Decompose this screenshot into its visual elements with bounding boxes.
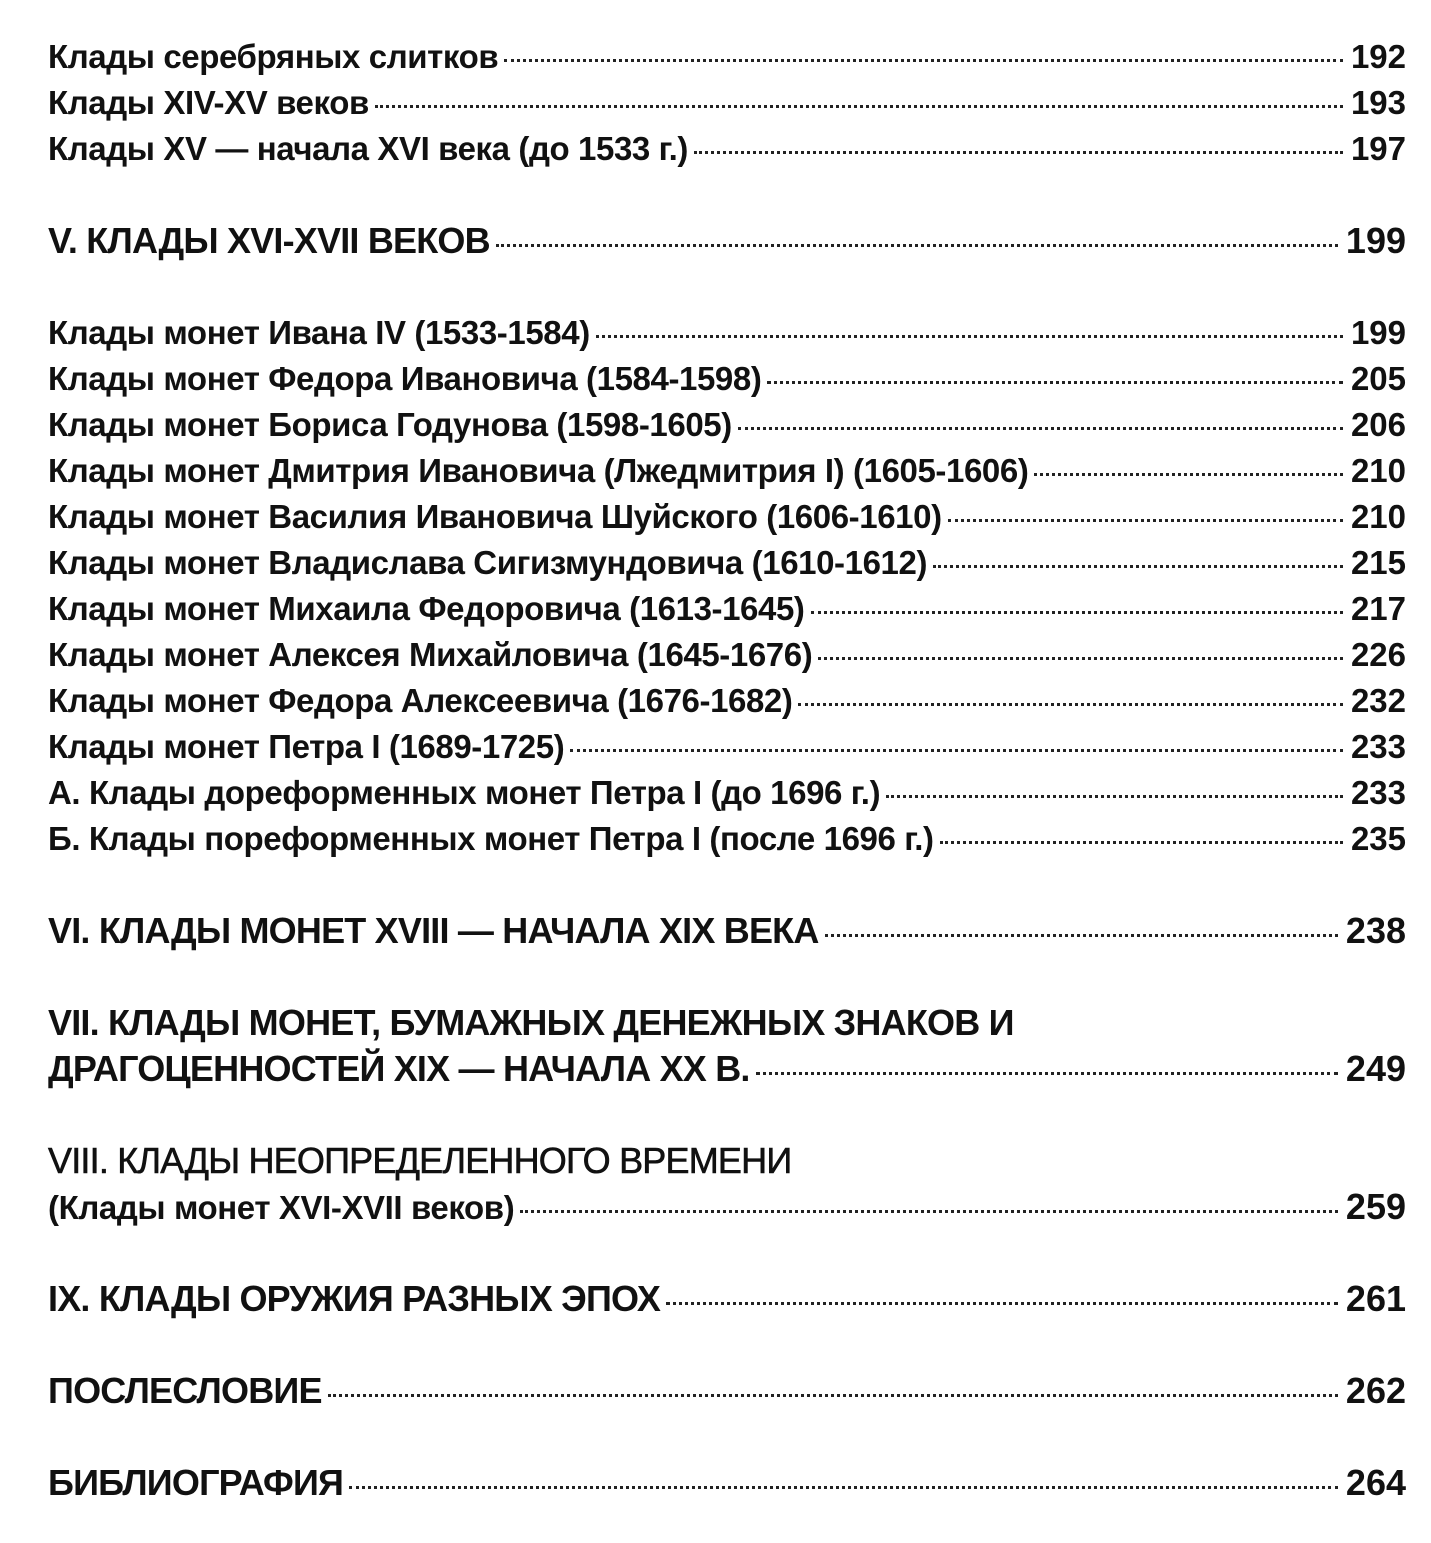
chapter-subtitle: (Клады монет XVI-XVII веков) — [48, 1189, 515, 1226]
chapter-page: 262 — [1345, 1370, 1406, 1411]
chapter-page: 238 — [1345, 910, 1406, 951]
toc-entry — [48, 770, 1406, 816]
dot-leader — [811, 611, 1343, 614]
chapter-page: 264 — [1345, 1462, 1406, 1503]
toc-entry-title: Клады монет Михаила Федоровича (1613-1645) — [48, 590, 805, 627]
toc-entry-page: 233 — [1350, 728, 1406, 765]
dot-leader — [694, 151, 1343, 154]
dot-leader — [738, 427, 1343, 430]
toc-entry-title: Б. Клады пореформенных монет Петра I (после 1696 г.) — [48, 820, 934, 857]
toc-entry — [48, 632, 1406, 678]
dot-leader — [349, 1486, 1338, 1489]
toc-entry-title: Клады монет Федора Алексеевича (1676-1682) — [48, 682, 793, 719]
toc-entry-title: Клады серебряных слитков — [48, 38, 499, 75]
toc-entry — [48, 402, 1406, 448]
toc-entry-page: 235 — [1350, 820, 1406, 857]
chapter-title: IX. КЛАДЫ ОРУЖИЯ РАЗНЫХ ЭПОХ — [48, 1278, 661, 1319]
spacer — [48, 1414, 1406, 1460]
toc-entry-title: Клады XV — начала XVI века (до 1533 г.) — [48, 130, 689, 167]
toc-entry — [48, 34, 1406, 80]
toc-entry-title: Клады монет Петра I (1689-1725) — [48, 728, 565, 765]
spacer — [48, 1092, 1406, 1138]
chapter-page: 259 — [1345, 1186, 1406, 1227]
toc-entry-page: 206 — [1350, 406, 1406, 443]
toc-entry-page: 210 — [1350, 452, 1406, 489]
spacer — [48, 264, 1406, 310]
toc-afterword — [48, 1368, 1406, 1414]
toc-entry — [48, 448, 1406, 494]
toc-entry-page: 215 — [1350, 544, 1406, 581]
toc-entry — [48, 540, 1406, 586]
toc-entry — [48, 724, 1406, 770]
chapter-title: V. КЛАДЫ XVI-XVII ВЕКОВ — [48, 220, 490, 261]
toc-entry-page: 192 — [1350, 38, 1406, 75]
dot-leader — [933, 565, 1343, 568]
toc-entry-page: 210 — [1350, 498, 1406, 535]
dot-leader — [940, 841, 1343, 844]
toc-entry — [48, 678, 1406, 724]
chapter-page: 199 — [1345, 220, 1406, 261]
spacer — [48, 862, 1406, 908]
dot-leader — [767, 381, 1343, 384]
chapter-page: 261 — [1345, 1278, 1406, 1319]
toc-entry — [48, 586, 1406, 632]
dot-leader — [948, 519, 1343, 522]
chapter-8-title-line-1: VIII. КЛАДЫ НЕОПРЕДЕЛЕННОГО ВРЕМЕНИ — [48, 1140, 792, 1181]
dot-leader — [798, 703, 1342, 706]
dot-leader — [666, 1302, 1338, 1305]
dot-leader — [375, 105, 1343, 108]
spacer — [48, 1322, 1406, 1368]
toc-entry-page: 233 — [1350, 774, 1406, 811]
toc-entry-title: Клады монет Дмитрия Ивановича (Лжедмитрия I) (1605-1606) — [48, 452, 1029, 489]
dot-leader — [1034, 473, 1343, 476]
toc-entry — [48, 816, 1406, 862]
toc-entry-title: Клады монет Василия Ивановича Шуйского (1606-1610) — [48, 498, 942, 535]
toc-entry-page: 193 — [1350, 84, 1406, 121]
toc-entry-page: 226 — [1350, 636, 1406, 673]
dot-leader — [504, 59, 1343, 62]
toc-bibliography — [48, 1460, 1406, 1506]
table-of-contents — [48, 34, 1406, 1506]
spacer — [48, 954, 1406, 1000]
dot-leader — [825, 934, 1338, 937]
dot-leader — [818, 657, 1343, 660]
spacer — [48, 172, 1406, 218]
spacer — [48, 1230, 1406, 1276]
toc-entry-title: А. Клады дореформенных монет Петра I (до 1696 г.) — [48, 774, 881, 811]
dot-leader — [570, 749, 1343, 752]
dot-leader — [886, 795, 1343, 798]
toc-chapter-6 — [48, 908, 1406, 954]
dot-leader — [328, 1394, 1338, 1397]
toc-entry-page: 199 — [1350, 314, 1406, 351]
toc-entry-page: 232 — [1350, 682, 1406, 719]
toc-entry — [48, 494, 1406, 540]
toc-chapter-9 — [48, 1276, 1406, 1322]
toc-chapter-5 — [48, 218, 1406, 264]
chapter-title: ПОСЛЕСЛОВИЕ — [48, 1370, 322, 1411]
chapter-title: VI. КЛАДЫ МОНЕТ XVIII — НАЧАЛА XIX ВЕКА — [48, 910, 819, 951]
dot-leader — [520, 1210, 1338, 1213]
toc-entry-page: 197 — [1350, 130, 1406, 167]
toc-entry-title: Клады монет Алексея Михайловича (1645-1676) — [48, 636, 813, 673]
toc-entry-title: Клады монет Бориса Годунова (1598-1605) — [48, 406, 732, 443]
toc-entry — [48, 310, 1406, 356]
toc-entry-page: 205 — [1350, 360, 1406, 397]
dot-leader — [596, 335, 1343, 338]
toc-entry-title: Клады монет Федора Ивановича (1584-1598) — [48, 360, 762, 397]
toc-entry-title: Клады монет Владислава Сигизмундовича (1610-1612) — [48, 544, 928, 581]
toc-entry-title: Клады XIV-XV веков — [48, 84, 369, 121]
toc-entry — [48, 126, 1406, 172]
chapter-title: ДРАГОЦЕННОСТЕЙ XIX — НАЧАЛА XX В. — [48, 1048, 750, 1089]
toc-entry — [48, 80, 1406, 126]
chapter-7-title-line-1: VII. КЛАДЫ МОНЕТ, БУМАЖНЫХ ДЕНЕЖНЫХ ЗНАКОВ И — [48, 1002, 1014, 1043]
toc-entry — [48, 356, 1406, 402]
dot-leader — [496, 244, 1338, 247]
toc-chapter-8 — [48, 1184, 1406, 1230]
dot-leader — [756, 1072, 1338, 1075]
toc-entry-title: Клады монет Ивана IV (1533-1584) — [48, 314, 590, 351]
toc-chapter-7 — [48, 1046, 1406, 1092]
toc-entry-page: 217 — [1350, 590, 1406, 627]
chapter-title: БИБЛИОГРАФИЯ — [48, 1462, 344, 1503]
chapter-page: 249 — [1345, 1048, 1406, 1089]
